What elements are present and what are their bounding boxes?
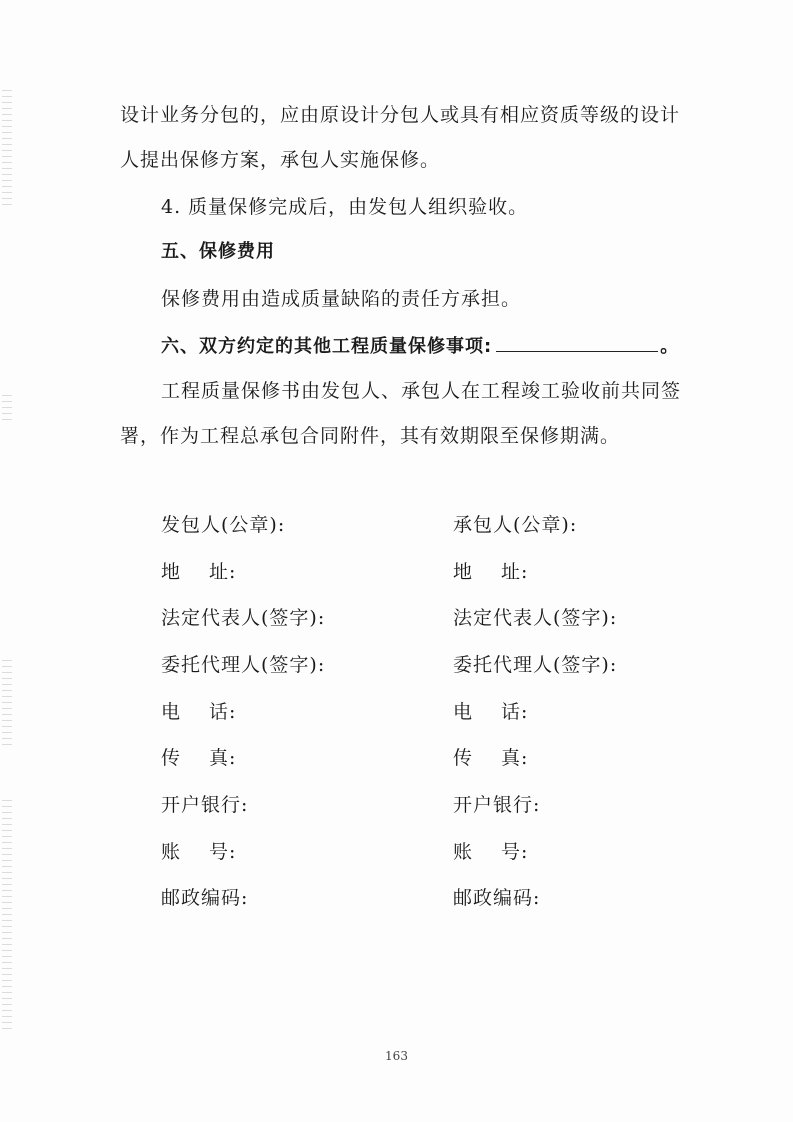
scan-artifact [2, 660, 12, 750]
contractor-address-label [453, 560, 528, 584]
scan-artifact [2, 395, 12, 420]
label-part: 真: [501, 747, 529, 769]
section-5-heading: 五、保修费用 [161, 241, 275, 262]
employer-address-label [161, 560, 236, 584]
contractor-postcode-label: 邮政编码: [453, 887, 541, 909]
label-part: 账 [453, 841, 474, 863]
label-part: 号: [501, 841, 529, 863]
scan-artifact [2, 800, 12, 1030]
label-part: 址: [501, 561, 529, 583]
label-part: 电 [453, 701, 474, 723]
scan-artifact [2, 90, 12, 210]
label-part: 真: [209, 747, 237, 769]
employer-postcode-label: 邮政编码: [161, 887, 249, 909]
contractor-fax-label [453, 746, 528, 770]
section-6-label: 六、双方约定的其他工程质量保修事项: [161, 336, 493, 357]
employer-agent-label: 委托代理人(签字): [161, 654, 326, 676]
contractor-phone-label [453, 700, 528, 724]
label-part: 地 [161, 561, 182, 583]
employer-account-label [161, 840, 236, 864]
closing-paragraph-line: 署，作为工程总承包合同附件，其有效期限至保修期满。 [120, 425, 621, 447]
employer-legal-rep-label: 法定代表人(签字): [161, 607, 326, 629]
label-part: 话: [501, 701, 529, 723]
label-part: 话: [209, 701, 237, 723]
label-part: 号: [209, 841, 237, 863]
section-6-period: 。 [660, 336, 680, 357]
page-number: 163 [385, 1049, 408, 1063]
list-item-4: 4. 质量保修完成后，由发包人组织验收。 [161, 196, 529, 218]
paragraph-line: 设计业务分包的，应由原设计分包人或具有相应资质等级的设计 [120, 104, 681, 126]
section-5-body: 保修费用由造成质量缺陷的责任方承担。 [161, 288, 522, 310]
contractor-legal-rep-label: 法定代表人(签字): [453, 607, 618, 629]
label-part: 址: [209, 561, 237, 583]
contractor-bank-label: 开户银行: [453, 794, 541, 816]
employer-fax-label [161, 746, 236, 770]
label-part: 账 [161, 841, 182, 863]
contractor-agent-label: 委托代理人(签字): [453, 654, 618, 676]
contractor-seal-label: 承包人(公章): [453, 514, 578, 536]
fill-in-blank[interactable] [496, 333, 658, 352]
label-part: 传 [161, 747, 182, 769]
closing-paragraph-line: 工程质量保修书由发包人、承包人在工程竣工验收前共同签 [161, 380, 682, 402]
employer-phone-label [161, 700, 236, 724]
contractor-account-label [453, 840, 528, 864]
label-part: 地 [453, 561, 474, 583]
paragraph-line: 人提出保修方案，承包人实施保修。 [120, 149, 441, 171]
section-6-heading [161, 333, 679, 359]
employer-bank-label: 开户银行: [161, 794, 249, 816]
label-part: 传 [453, 747, 474, 769]
employer-seal-label: 发包人(公章): [161, 514, 286, 536]
label-part: 电 [161, 701, 182, 723]
